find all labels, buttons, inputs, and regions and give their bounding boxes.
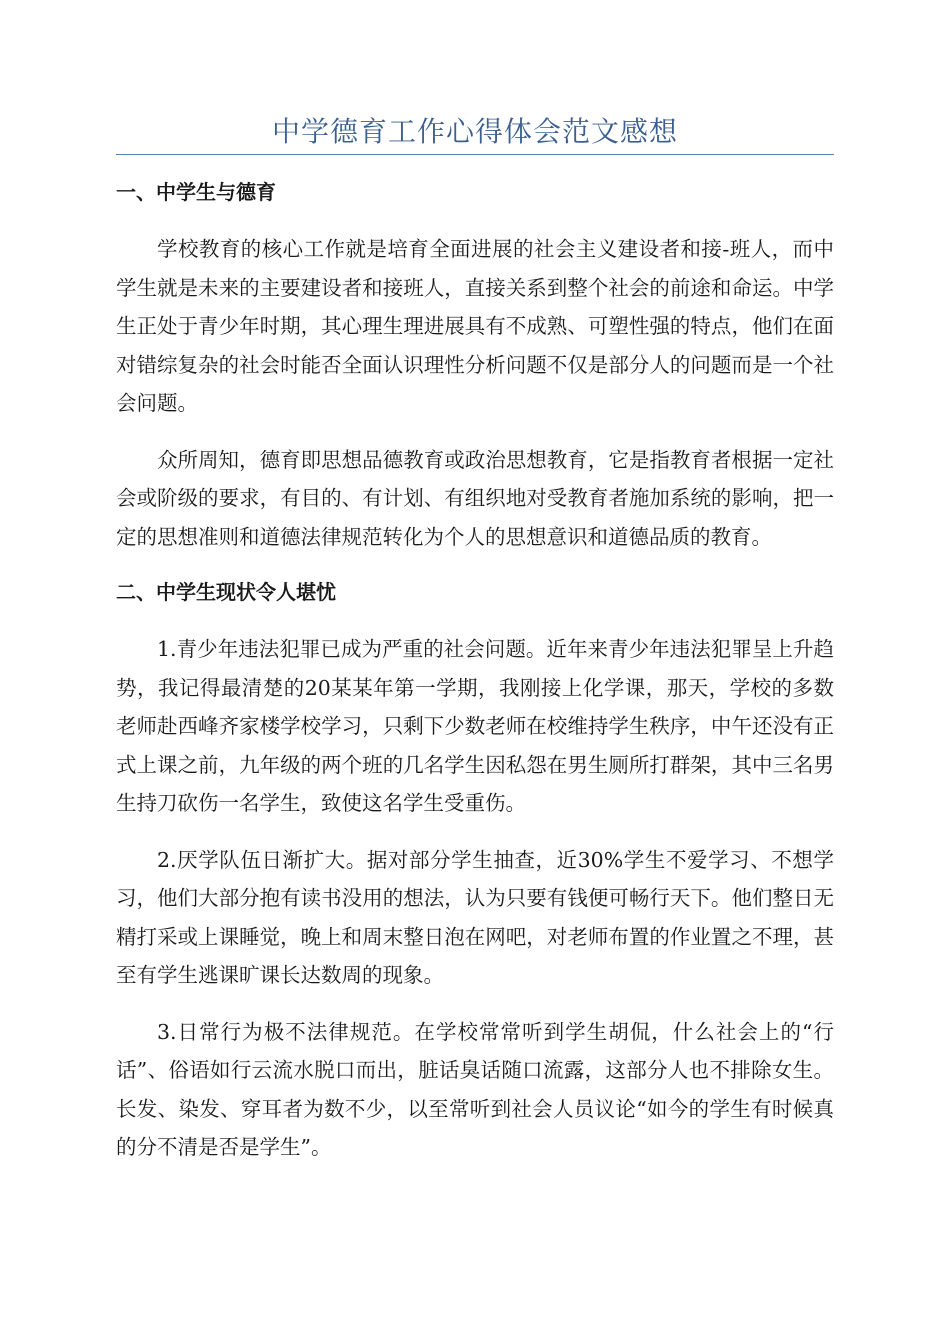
- title-underline: [116, 154, 834, 155]
- document-body: [116, 174, 834, 1185]
- page-title: 中学德育工作心得体会范文感想: [271, 115, 678, 148]
- section-2-paragraph-3: 3.日常行为极不法律规范。在学校常常听到学生胡侃，什么社会上的“行话”、俗语如行云流水脱口而出，脏话臭话随口流露，这部分人也不排除女生。长发、染发、穿耳者为数不少，以至常听到社会人员议论“如今的学生有时候真的分不清是否是学生”。: [116, 1019, 834, 1159]
- section-2-paragraph-2: 2.厌学队伍日渐扩大。据对部分学生抽查，近30%学生不爱学习、不想学习，他们大部分抱有读书没用的想法，认为只要有钱便可畅行天下。他们整日无精打采或上课睡觉，晚上和周末整日泡在网吧，对老师布置的作业置之不理，甚至有学生逃课旷课长达数周的现象。: [116, 847, 834, 987]
- section-2-paragraph-1: 1.青少年违法犯罪已成为严重的社会问题。近年来青少年违法犯罪呈上升趋势，我记得最清楚的20某某年第一学期，我刚接上化学课，那天，学校的多数老师赴西峰齐家楼学校学习，只剩下少数老师在校维持学生秩序，中午还没有正式上课之前，九年级的两个班的几名学生因私怨在男生厕所打群架，其中三名男生持刀砍伤一名学生，致使这名学生受重伤。: [116, 637, 834, 815]
- section-heading-1: 一、中学生与德育: [116, 180, 276, 204]
- section-1-paragraph-2: 众所周知，德育即思想品德教育或政治思想教育，它是指教育者根据一定社会或阶级的要求，有目的、有计划、有组织地对受教育者施加系统的影响，把一定的思想准则和道德法律规范转化为个人的思想意识和道德品质的教育。: [116, 447, 834, 549]
- section-1-paragraph-1: 学校教育的核心工作就是培育全面进展的社会主义建设者和接-班人，而中学生就是未来的主要建设者和接班人，直接关系到整个社会的前途和命运。中学生正处于青少年时期，其心理生理进展具有不成熟、可塑性强的特点，他们在面对错综复杂的社会时能否全面认识理性分析问题不仅是部分人的问题而是一个社会问题。: [116, 237, 834, 415]
- section-heading-2: 二、中学生现状令人堪忧: [116, 580, 336, 604]
